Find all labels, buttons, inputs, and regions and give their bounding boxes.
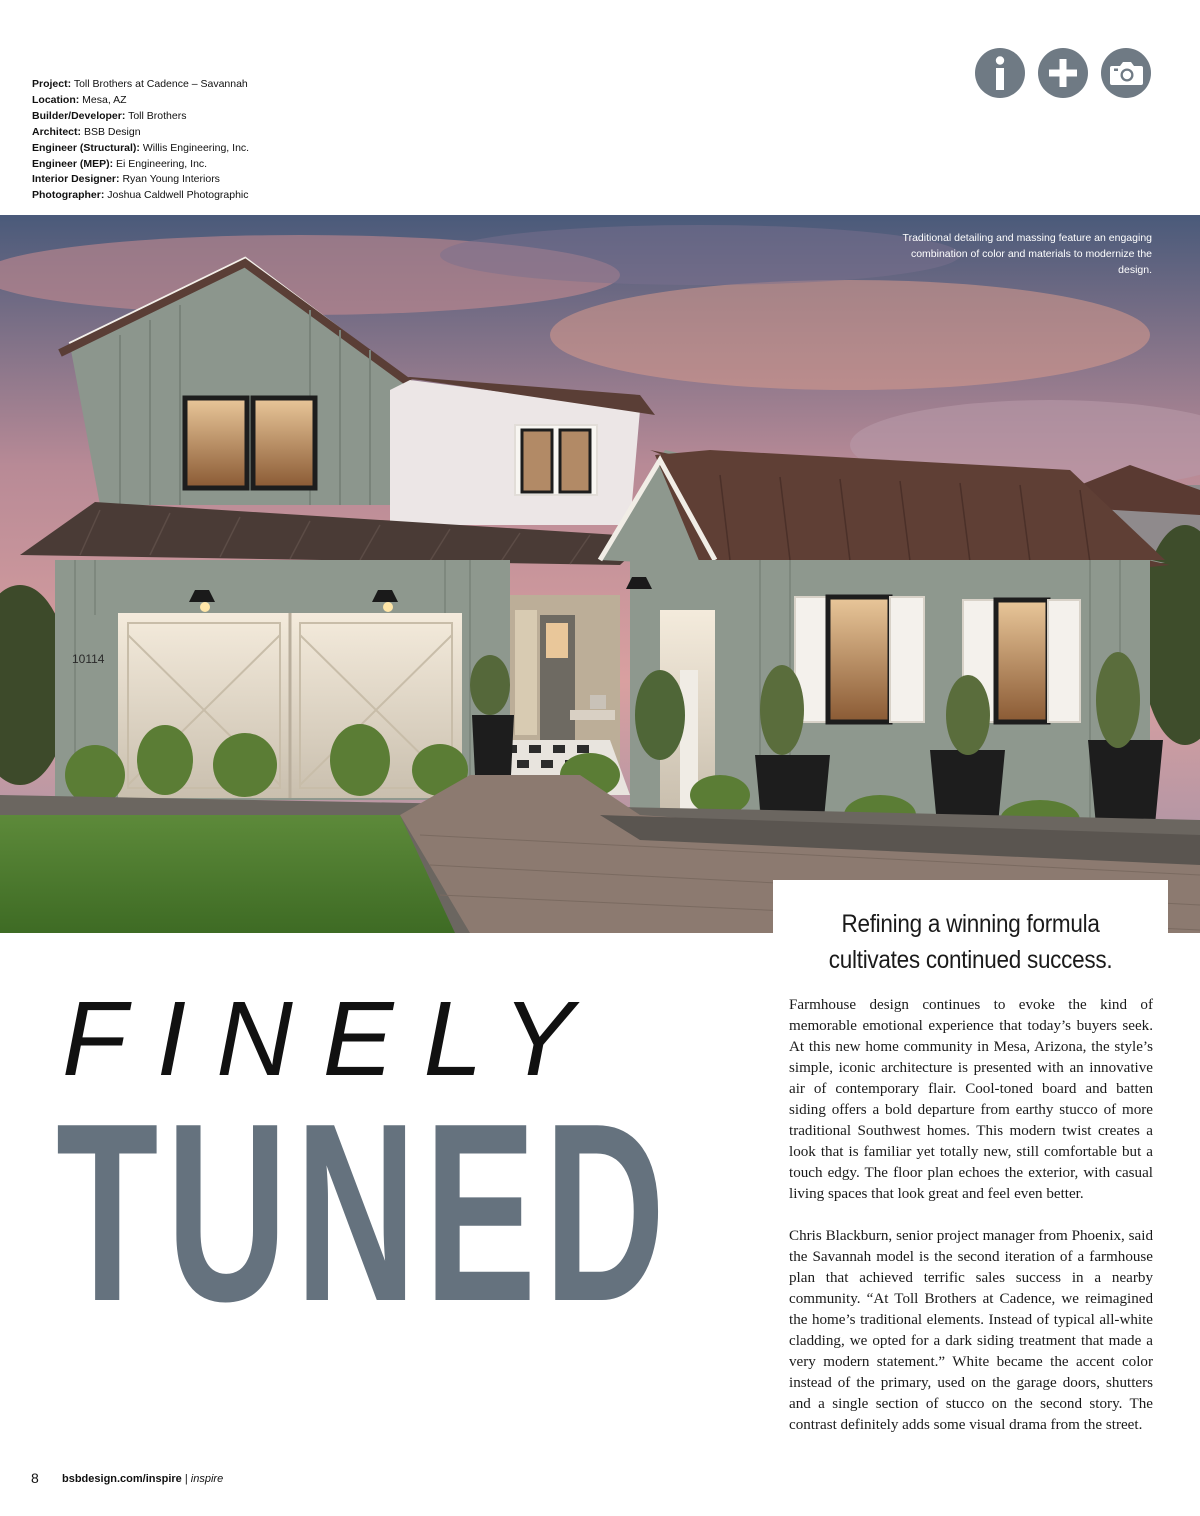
footer-url[interactable]: bsbdesign.com/inspire xyxy=(62,1473,182,1485)
footer-separator: | xyxy=(181,1473,191,1485)
subtitle-box xyxy=(773,880,1168,980)
project-credits xyxy=(32,77,249,204)
headline-finely: FINELY xyxy=(62,980,604,1098)
photo-caption: Traditional detailing and massing feature an engaging combination of color and materials to modernize the design. xyxy=(902,232,1152,276)
credit-row: Interior Designer: Ryan Young Interiors xyxy=(32,173,220,186)
page-number: 8 xyxy=(31,1470,39,1486)
credit-row: Project: Toll Brothers at Cadence – Savannah xyxy=(32,78,248,90)
plus-button[interactable] xyxy=(1038,48,1088,98)
house-number: 10114 xyxy=(72,652,105,666)
publication-name: inspire xyxy=(190,1473,224,1485)
camera-button[interactable] xyxy=(1101,48,1151,98)
article-body xyxy=(789,995,1153,1436)
credit-row: Engineer (MEP): Ei Engineering, Inc. xyxy=(32,157,208,170)
credit-row: Builder/Developer: Toll Brothers xyxy=(32,109,187,122)
info-button[interactable] xyxy=(975,48,1025,98)
credit-row: Engineer (Structural): Willis Engineering, Inc. xyxy=(32,141,250,154)
plus-icon xyxy=(1038,48,1088,98)
headline-tuned: TUNED xyxy=(56,1070,674,1354)
credit-row: Location: Mesa, AZ xyxy=(32,93,127,106)
credit-row: Photographer: Joshua Caldwell Photographic xyxy=(32,189,249,202)
action-icons xyxy=(975,48,1151,98)
camera-icon xyxy=(1101,48,1151,98)
subtitle xyxy=(829,906,1113,978)
paragraph: Farmhouse design continues to evoke the kind of memorable emotional experience that today’s buyers seek. At this new home community in Mesa, Arizona, the style’s simple, iconic architecture is presented with an innovative air of contemporary flair. Cool-toned board and batten siding offers a bold departure from earthy stucco of more traditional Southwest homes. This modern twist creates a look that is familiar yet totally new, still comfortable but a touch edgy. The floor plan echoes the exterior, with casual living spaces that look great and feel even better. xyxy=(789,997,1153,1202)
subtitle-line: cultivates continued success. xyxy=(828,946,1113,974)
info-icon xyxy=(975,48,1025,98)
subtitle-line: Refining a winning formula xyxy=(841,910,1100,938)
footer xyxy=(62,1473,223,1485)
hero-photo xyxy=(0,215,1200,933)
paragraph: Chris Blackburn, senior project manager from Phoenix, said the Savannah model is the second iteration of a farmhouse plan that achieved terrific sales success in a nearby community. “At Toll Brothers at Cadence, we reimagined the home’s traditional elements. Instead of typical all-white cladding, we opted for a dark siding treatment that made a very modern statement.” White became the accent color instead of the primary, used on the garage doors, shutters and a single section of stucco on the second story. The contrast definitely adds some visual drama from the street. xyxy=(789,1228,1153,1433)
credit-row: Architect: BSB Design xyxy=(32,125,141,138)
